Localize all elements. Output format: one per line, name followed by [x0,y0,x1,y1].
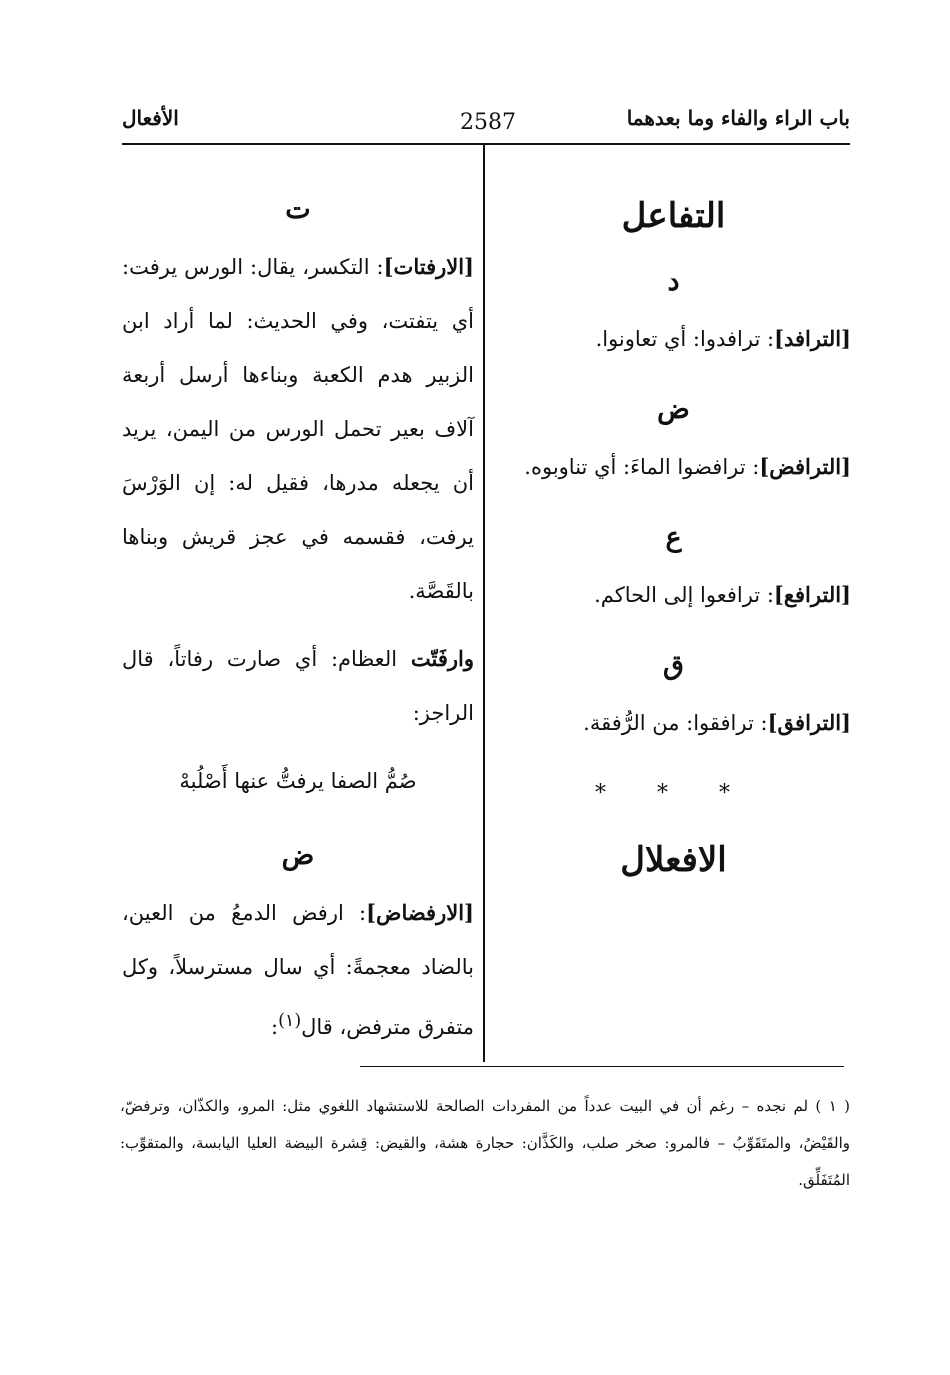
entry-term: [الارفضاض] [366,900,474,925]
letter-heading-qaf: ق [663,650,684,681]
section-header: الأفعال [122,106,179,130]
column-divider [483,145,485,1062]
letter-heading-ta: ت [285,194,311,225]
entry-term: [الترافد] [774,326,851,351]
footnote: ( ١ ) لم نجده – رغم أن في البيت عدداً من المفردات الصالحة للاستشهاد اللغوي مثل: المرو، والكذّان، وترفضّ، والقَيْضُ، والمتَقَوِّبُ – فالمرو: صخر صلب، والكَذَّان: حجارة هشة، والقيض: قِشرة البيضة العليا اليابسة، والمتقوِّب: المُتَفَلِّق. [120,1097,851,1189]
section-title-tafaul: التفاعل [621,196,726,236]
entry-taraful [496,312,851,366]
section-separator-stars: * * * [595,781,752,806]
entry-text: : ترافقوا: من الرُّفقة. [583,711,768,735]
poetry-verse: صُمُّ الصفا يرفتُّ عنها أَصْلُبهْ [179,769,417,793]
entry-term: [الارفتات] [383,254,474,279]
section-title-ifilal: الافعلال [620,840,727,880]
entry-taraffuq [496,696,851,750]
letter-heading-dad: ض [657,394,690,425]
entry-text: : ترافدوا: أي تعاونوا. [595,327,775,351]
entry-text: : ترافعوا إلى الحاكم. [594,583,774,607]
left-column [122,180,474,1068]
footnote-reference: (١) [278,1011,302,1031]
entry-irfitat [122,240,474,618]
entry-term: وارفَتّت [410,646,474,671]
entry-irfattat [122,632,474,740]
chapter-header: باب الراء والفاء وما بعدهما [626,106,850,130]
entry-text: العظام: أي صارت رفاتاً، قال الراجز: [122,647,474,725]
entry-tarafud [496,440,851,494]
entry-text: : ترافضوا الماءَ: أي تناوبوه. [524,455,760,479]
right-column [496,180,851,896]
entry-text: : التكسر، يقال: الورس يرفت: أي يتفتت، وفي الحديث: لما أراد ابن الزبير هدم الكعبة وبناءها أرسل أربعة آلاف بعير تحمل الورس من اليمن، يريد أن يجعله مدرها، فقيل له: إن الوَرْسَ يرفت، فقسمه في عجز قريش وبناها بالقَصَّة. [122,255,474,603]
letter-heading-dad: ض [281,840,315,871]
entry-tarafu [496,568,851,622]
entry-term: [الترافض] [759,454,851,479]
entry-text-end: : [271,1015,279,1039]
footnote-rule [360,1066,844,1067]
entry-text: : ارفض الدمعُ من العين، بالضاد معجمةً: أي سال مسترسلاً، وكل متفرق مترفض، قال [122,901,474,1039]
entry-irfidad [122,886,474,1054]
entry-term: [الترافع] [773,582,851,607]
letter-heading-dal: د [667,266,680,297]
header-rule [122,143,850,145]
page-number: 2587 [460,110,516,135]
letter-heading-ayn: ع [665,522,682,553]
entry-term: [الترافق] [767,710,851,735]
